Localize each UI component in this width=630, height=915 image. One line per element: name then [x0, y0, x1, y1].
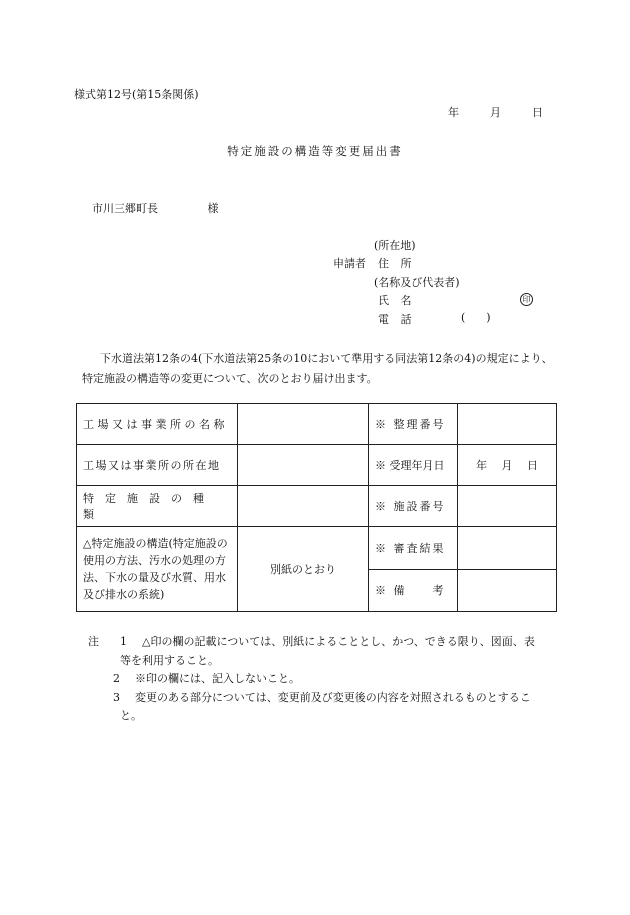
note-item	[88, 689, 535, 708]
name-rep-label: (名称及び代表者)	[374, 276, 460, 289]
location-label: (所在地)	[374, 239, 416, 252]
receipt-date-value: 年 月 日	[458, 445, 557, 486]
note-item	[88, 670, 535, 689]
note-item-continued	[88, 707, 535, 726]
seal-char: 印	[520, 293, 533, 306]
table-cell-value	[458, 404, 557, 445]
table-cell-label: ※ 整理番号	[369, 404, 458, 445]
table-cell-value	[458, 486, 557, 527]
name-label: 氏 名	[378, 294, 416, 307]
table-cell-value[interactable]	[238, 486, 369, 527]
date-month: 月	[490, 106, 501, 119]
table-cell-value[interactable]	[238, 404, 369, 445]
note-number: 1	[120, 635, 127, 648]
seal-icon	[520, 292, 533, 306]
table-cell-value[interactable]	[238, 445, 369, 486]
remarks-label: ※ 備 考	[369, 569, 458, 612]
table-cell-label: 工場又は事業所の名称	[77, 404, 238, 445]
addressee-honorific: 様	[207, 202, 219, 215]
address-label: 住 所	[378, 257, 416, 270]
note-item	[88, 633, 535, 652]
table-cell-label: 工場又は事業所の所在地	[77, 445, 238, 486]
table-row	[77, 404, 557, 445]
body-text	[82, 349, 558, 389]
note-text: ※印の欄には、記入しないこと。	[135, 672, 300, 685]
applicant-label: 申請者	[333, 257, 366, 270]
table-row	[77, 486, 557, 527]
note-text: 変更のある部分については、変更前及び変更後の内容を対照されるものとするこ	[135, 690, 531, 704]
addressee	[92, 200, 219, 216]
table-cell-label: 特定施設の種類	[77, 486, 238, 527]
table-cell-label: ※ 施設番号	[369, 486, 458, 527]
date-line	[448, 104, 543, 120]
note-number: 3	[113, 690, 120, 704]
form-number: 様式第12号(第15条関係)	[74, 88, 199, 101]
table-cell-label: ※ 受理年月日	[369, 445, 458, 486]
note-text: と。	[120, 709, 142, 722]
note-text: △印の欄の記載については、別紙によることとし、かつ、できる限り、図面、表	[142, 635, 535, 648]
date-day: 日	[532, 106, 543, 119]
document-title: 特定施設の構造等変更届出書	[227, 144, 403, 158]
phone-paren: ( )	[461, 311, 491, 324]
body-paragraph: 下水道法第12条の4(下水道法第25条の10において準用する同法第12条の4)の規定により、特定施設の構造等の変更について、次のとおり届け出ます。	[82, 352, 553, 385]
date-year: 年	[448, 106, 459, 119]
note-text: 等を利用すること。	[120, 653, 219, 667]
notes-prefix: 注	[88, 635, 99, 648]
note-item-continued	[88, 652, 535, 671]
notification-table	[76, 403, 557, 612]
addressee-name: 市川三郷町長	[92, 202, 158, 215]
table-cell-value	[458, 527, 557, 570]
structure-value: 別紙のとおり	[238, 527, 369, 612]
table-row	[77, 527, 557, 570]
notes	[88, 633, 535, 726]
table-row	[77, 445, 557, 486]
table-cell-value	[458, 569, 557, 612]
structure-label: △特定施設の構造(特定施設の使用の方法、汚水の処理の方法、下水の量及び水質、用水及び排水の系統)	[77, 527, 238, 612]
phone-label: 電 話	[378, 313, 416, 326]
note-number: 2	[113, 672, 120, 685]
review-label: ※ 審査結果	[369, 527, 458, 570]
